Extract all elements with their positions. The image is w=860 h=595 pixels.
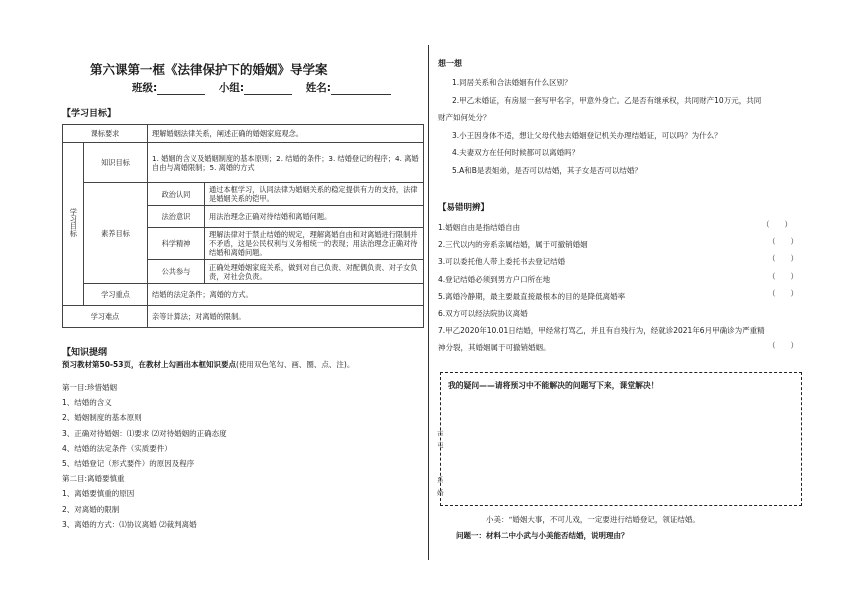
error-item: 6.双方可以经法院协议离婚: [438, 309, 528, 319]
outline-item: 5、结婚登记（形式要件）的原因及程序: [62, 459, 195, 469]
error-item: 5.离婚冷静期，最主要最直接最根本的目的是降低离婚率: [438, 291, 626, 301]
answer-paren[interactable]: （ ）: [762, 220, 792, 229]
outline-item: 第二目:离婚要慎重: [62, 474, 125, 484]
error-item: 2.三代以内的旁系亲属结婚，属于可撤销婚姻: [438, 240, 588, 250]
group-blank[interactable]: [244, 83, 292, 95]
think-item: 4.夫妻双方在任何时候都可以离婚吗？: [452, 148, 580, 157]
think-item: 2.甲乙未婚证，有房屋一套写甲名字，甲意外身亡。乙是否有继承权，共同财产10万元，共同: [452, 95, 762, 105]
literacy-text: 通过本框学习，认同法律为婚姻关系的稳定提供有力的支持，法律是婚姻关系的铠甲。: [205, 183, 424, 206]
name-label: 姓名:: [305, 82, 331, 94]
error-item: 神分裂，其婚姻属于可撤销婚姻。: [438, 343, 551, 353]
question-box[interactable]: [440, 372, 802, 506]
page-title: 第六课第一框《法律保护下的婚姻》导学案: [90, 62, 328, 77]
knowledge-instruction: [62, 361, 354, 370]
think-heading: 想一想: [438, 59, 462, 68]
literacy-text: 正确处理婚姻家庭关系，做到对自己负责、对配偶负责、对子女负责，对社会负责。: [205, 260, 424, 284]
key-label: 学习重点: [84, 284, 148, 306]
instruction-bold: 预习教材第50-53页，在教材上勾画出本框知识要点: [62, 360, 236, 369]
name-blank[interactable]: [331, 83, 391, 95]
group-label: 小组:: [218, 82, 245, 94]
side-char: 屯: [437, 441, 444, 449]
literacy-name: 科学精神: [148, 228, 205, 260]
think-list: [438, 74, 762, 179]
answer-paren[interactable]: （ ）: [768, 237, 798, 246]
instruction-normal: (使用双色笔勾、画、圈、点、注)。: [236, 360, 355, 369]
knowledge-text: 1. 婚姻的含义及婚姻制度的基本原则；2. 结婚的条件；3. 结婚登记的程序；4. 离婚自由与离婚限制；5. 离婚的方式: [148, 143, 424, 183]
class-blank[interactable]: [157, 83, 205, 95]
error-heading: 【易错明辨】: [438, 203, 490, 213]
knowledge-label: 知识目标: [84, 143, 148, 183]
error-item: 1.婚姻自由是指结婚自由: [438, 223, 521, 232]
think-item: 5.A和B是表姐弟，是否可以结婚，其子女是否可以结婚？: [452, 165, 642, 175]
knowledge-outline: [62, 380, 227, 532]
literacy-name: 法治意识: [148, 206, 205, 228]
think-item: 1.同居关系和合法婚姻有什么区别？: [452, 78, 572, 87]
outline-item: 4、结婚的法定条件（实质要件）: [62, 443, 172, 453]
literacy-name: 公共参与: [148, 260, 205, 284]
think-item: 财产如何处分？: [438, 113, 491, 122]
outline-item: 2、对离婚的限制: [62, 504, 120, 514]
answer-paren[interactable]: （ ）: [768, 289, 798, 298]
error-list: [438, 219, 765, 357]
standard-text: 理解婚姻法律关系，阐述正确的婚姻家庭观念。: [148, 125, 424, 143]
literacy-name: 政治认同: [148, 183, 205, 206]
side-char: 系: [437, 476, 444, 484]
think-item: 3.小王因身体不适，想让父母代他去婚姻登记机关办理结婚证，可以吗？为什么？: [452, 130, 722, 140]
goals-heading: 【学习目标】: [62, 109, 117, 119]
question-box-title: 我的疑问——请将预习中不能解决的问题写下来，课堂解决！: [448, 381, 659, 390]
column-divider: [428, 45, 429, 560]
question-one: 问题一：材料二中小武与小美能否结婚，说明理由？: [456, 531, 629, 540]
side-char: 古: [437, 429, 444, 437]
outline-item: 第一目:珍惜婚姻: [62, 383, 118, 392]
answer-paren[interactable]: （ ）: [768, 341, 798, 350]
material-line: 小美：“婚姻大事，不可儿戏，一定要进行结婚登记，领证结婚。: [486, 515, 700, 524]
standard-label: 课标要求: [63, 125, 148, 143]
difficult-label: 学习难点: [63, 306, 148, 328]
literacy-label: 素养目标: [84, 183, 148, 284]
side-label: 学习目标: [63, 143, 84, 306]
goals-table: [62, 124, 424, 328]
outline-item: 1、离婚要慎重的原因: [62, 489, 135, 499]
student-info-line: [132, 80, 401, 95]
class-label: 班级:: [132, 82, 158, 94]
answer-paren[interactable]: （ ）: [768, 254, 798, 263]
answer-paren[interactable]: （ ）: [768, 272, 798, 281]
error-item: 4.登记结婚必须到男方户口所在地: [438, 274, 551, 284]
knowledge-heading: 【知识提纲: [62, 348, 108, 358]
outline-item: 3、正确对待婚姻：⑴要求 ⑵对待婚姻的正确态度: [62, 428, 227, 438]
literacy-text: 理解法律对于禁止结婚的规定，理解离婚自由和对离婚进行限制并不矛盾，这是公民权利与义务相统一的表现；用法治理念正确对待结婚和离婚问题。: [205, 228, 424, 260]
key-text: 结婚的法定条件；离婚的方式。: [148, 284, 424, 306]
difficult-text: 亲等计算法；对离婚的限制。: [148, 306, 424, 328]
literacy-text: 用法治理念正确对待结婚和离婚问题。: [205, 206, 424, 228]
side-char: 婚: [437, 489, 444, 497]
outline-item: 3、离婚的方式：⑴协议离婚 ⑵裁判离婚: [62, 519, 197, 529]
error-item: 3.可以委托他人带上委托书去登记结婚: [438, 257, 566, 267]
outline-item: 1、结婚的含义: [62, 398, 112, 408]
error-item: 7.甲乙2020年10.01日结婚，甲经常打骂乙，并且有自残行为，经就诊2021年6月甲确诊为严重精: [438, 326, 765, 336]
outline-item: 2、婚姻制度的基本原则: [62, 413, 142, 423]
